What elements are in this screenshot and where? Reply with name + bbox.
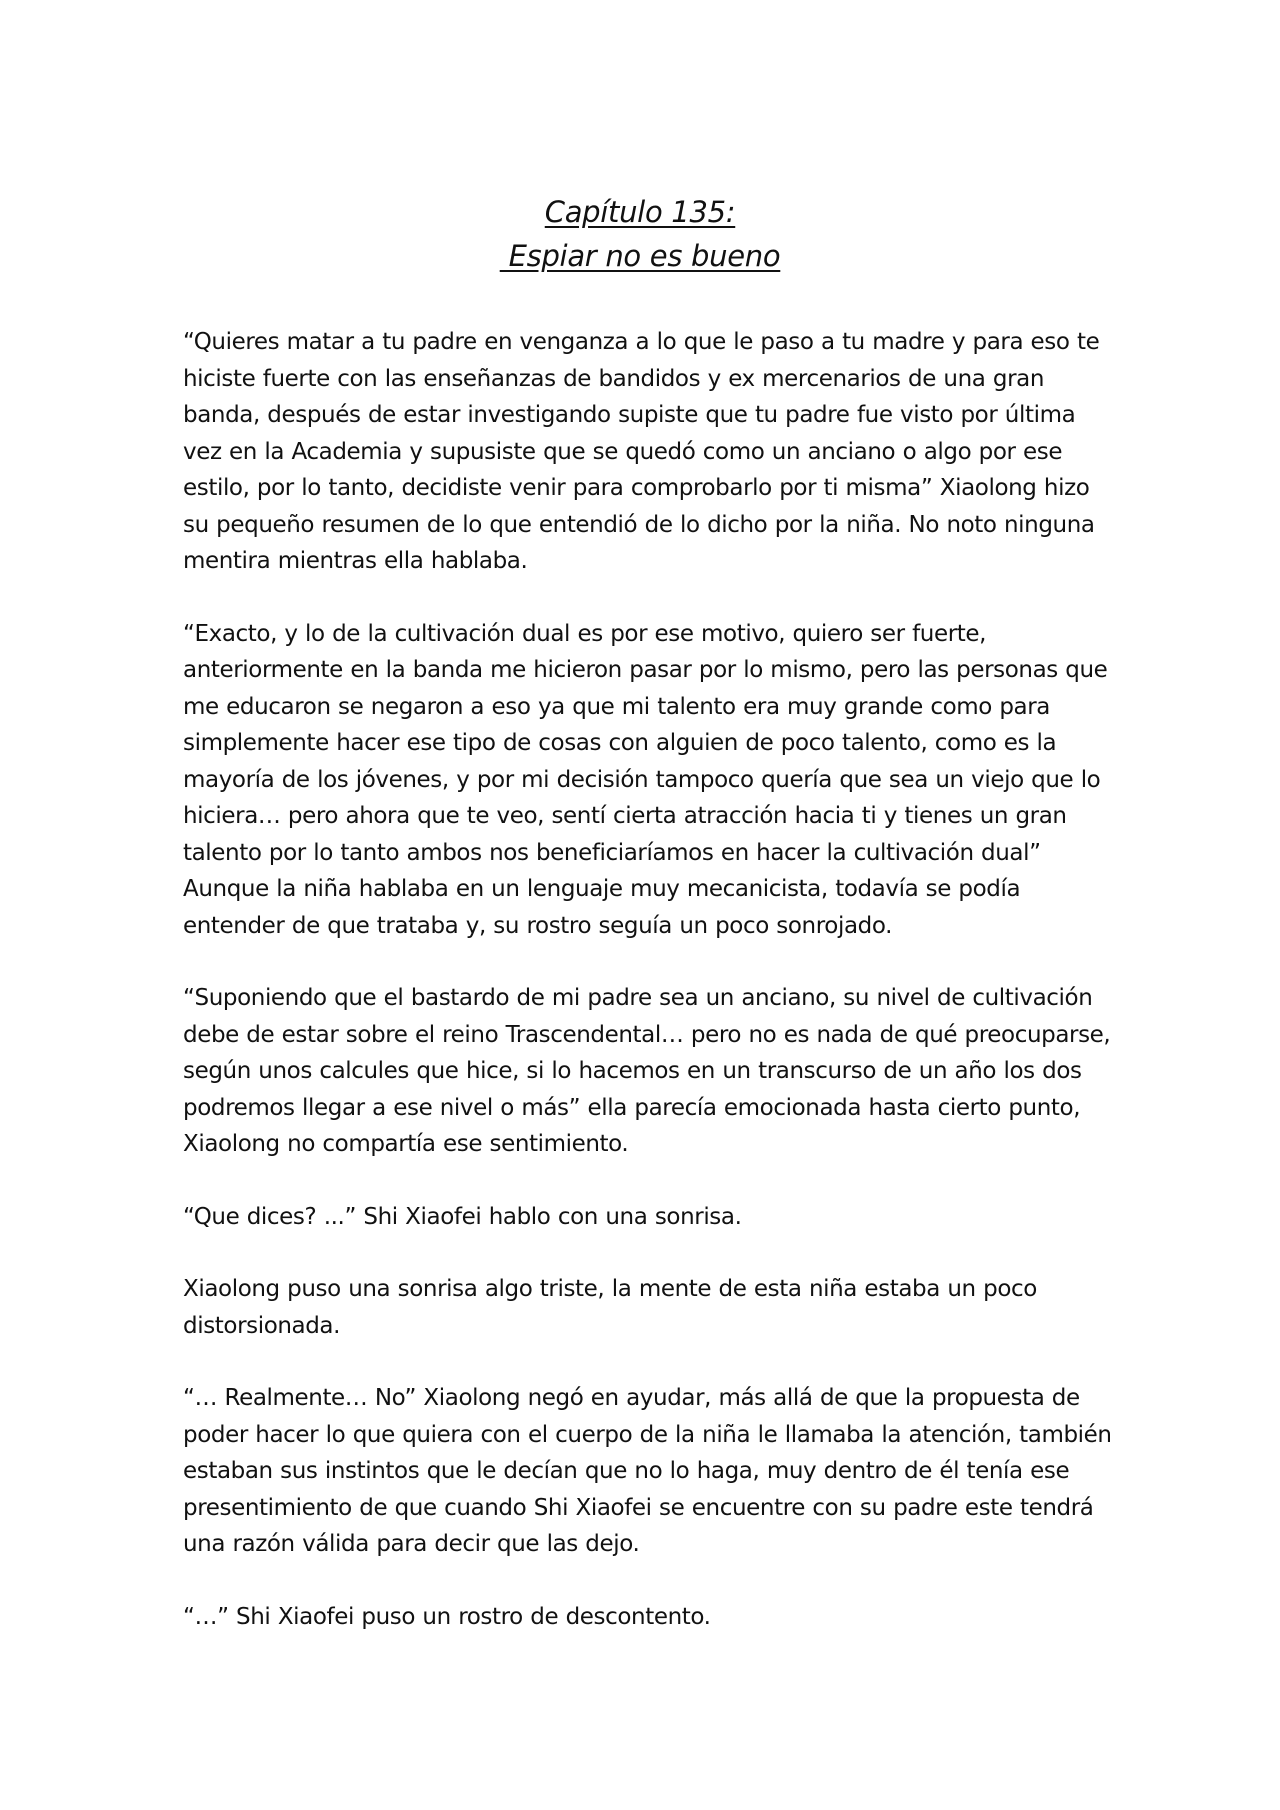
paragraph: “… Realmente… No” Xiaolong negó en ayudar, más allá de que la propuesta de poder hacer lo que quiera con el cuerpo de la niña le llamaba la atención, también estaban sus instintos que le decían que no lo haga, muy dentro de él tenía ese presentimiento de que cuando Shi Xiaofei se encuentre con su padre este tendrá una razón válida para decir que las dejo.	[183, 1385, 1112, 1557]
paragraph: “Quieres matar a tu padre en venganza a lo que le paso a tu madre y para eso te hiciste fuerte con las enseñanzas de bandidos y ex mercenarios de una gran banda, después de estar investigando supiste que tu padre fue visto por última vez en la Academia y supusiste que se quedó como un anciano o algo por ese estilo, por lo tanto, decidiste venir para comprobarlo por ti misma” Xiaolong hizo su pequeño resumen de lo que entendió de lo dicho por la niña. No noto ninguna mentira mientras ella hablaba.	[183, 329, 1100, 574]
paragraph: “Exacto, y lo de la cultivación dual es por ese motivo, quiero ser fuerte, anteriormente en la banda me hicieron pasar por lo mismo, pero las personas que me educaron se negaron a eso ya que mi talento era muy grande como para simplemente hacer ese tipo de cosas con alguien de poco talento, como es la mayoría de los jóvenes, y por mi decisión tampoco quería que sea un viejo que lo hiciera… pero ahora que te veo, sentí cierta atracción hacia ti y tienes un gran talento por lo tanto ambos nos beneficiaríamos en hacer la cultivación dual” Aunque la niña hablaba en un lenguaje muy mecanicista, todavía se podía entender de que trataba y, su rostro seguía un poco sonrojado.	[183, 620, 1108, 939]
paragraph: “Que dices? ...” Shi Xiaofei hablo con una sonrisa.	[183, 1203, 742, 1230]
paragraph: Xiaolong puso una sonrisa algo triste, la mente de esta niña estaba un poco distorsionada.	[183, 1276, 1037, 1339]
chapter-body	[183, 324, 1113, 1671]
paragraph: “…” Shi Xiaofei puso un rostro de descontento.	[183, 1603, 711, 1630]
paragraph: “Suponiendo que el bastardo de mi padre sea un anciano, su nivel de cultivación debe de estar sobre el reino Trascendental… pero no es nada de qué preocuparse, según unos calcules que hice, si lo hacemos en un transcurso de un año los dos podremos llegar a ese nivel o más” ella parecía emocionada hasta cierto punto, Xiaolong no compartía ese sentimiento.	[183, 985, 1111, 1157]
chapter-subtitle: Espiar no es bueno	[499, 239, 781, 273]
chapter-heading	[0, 190, 1280, 278]
chapter-title: Capítulo 135:	[544, 195, 736, 229]
